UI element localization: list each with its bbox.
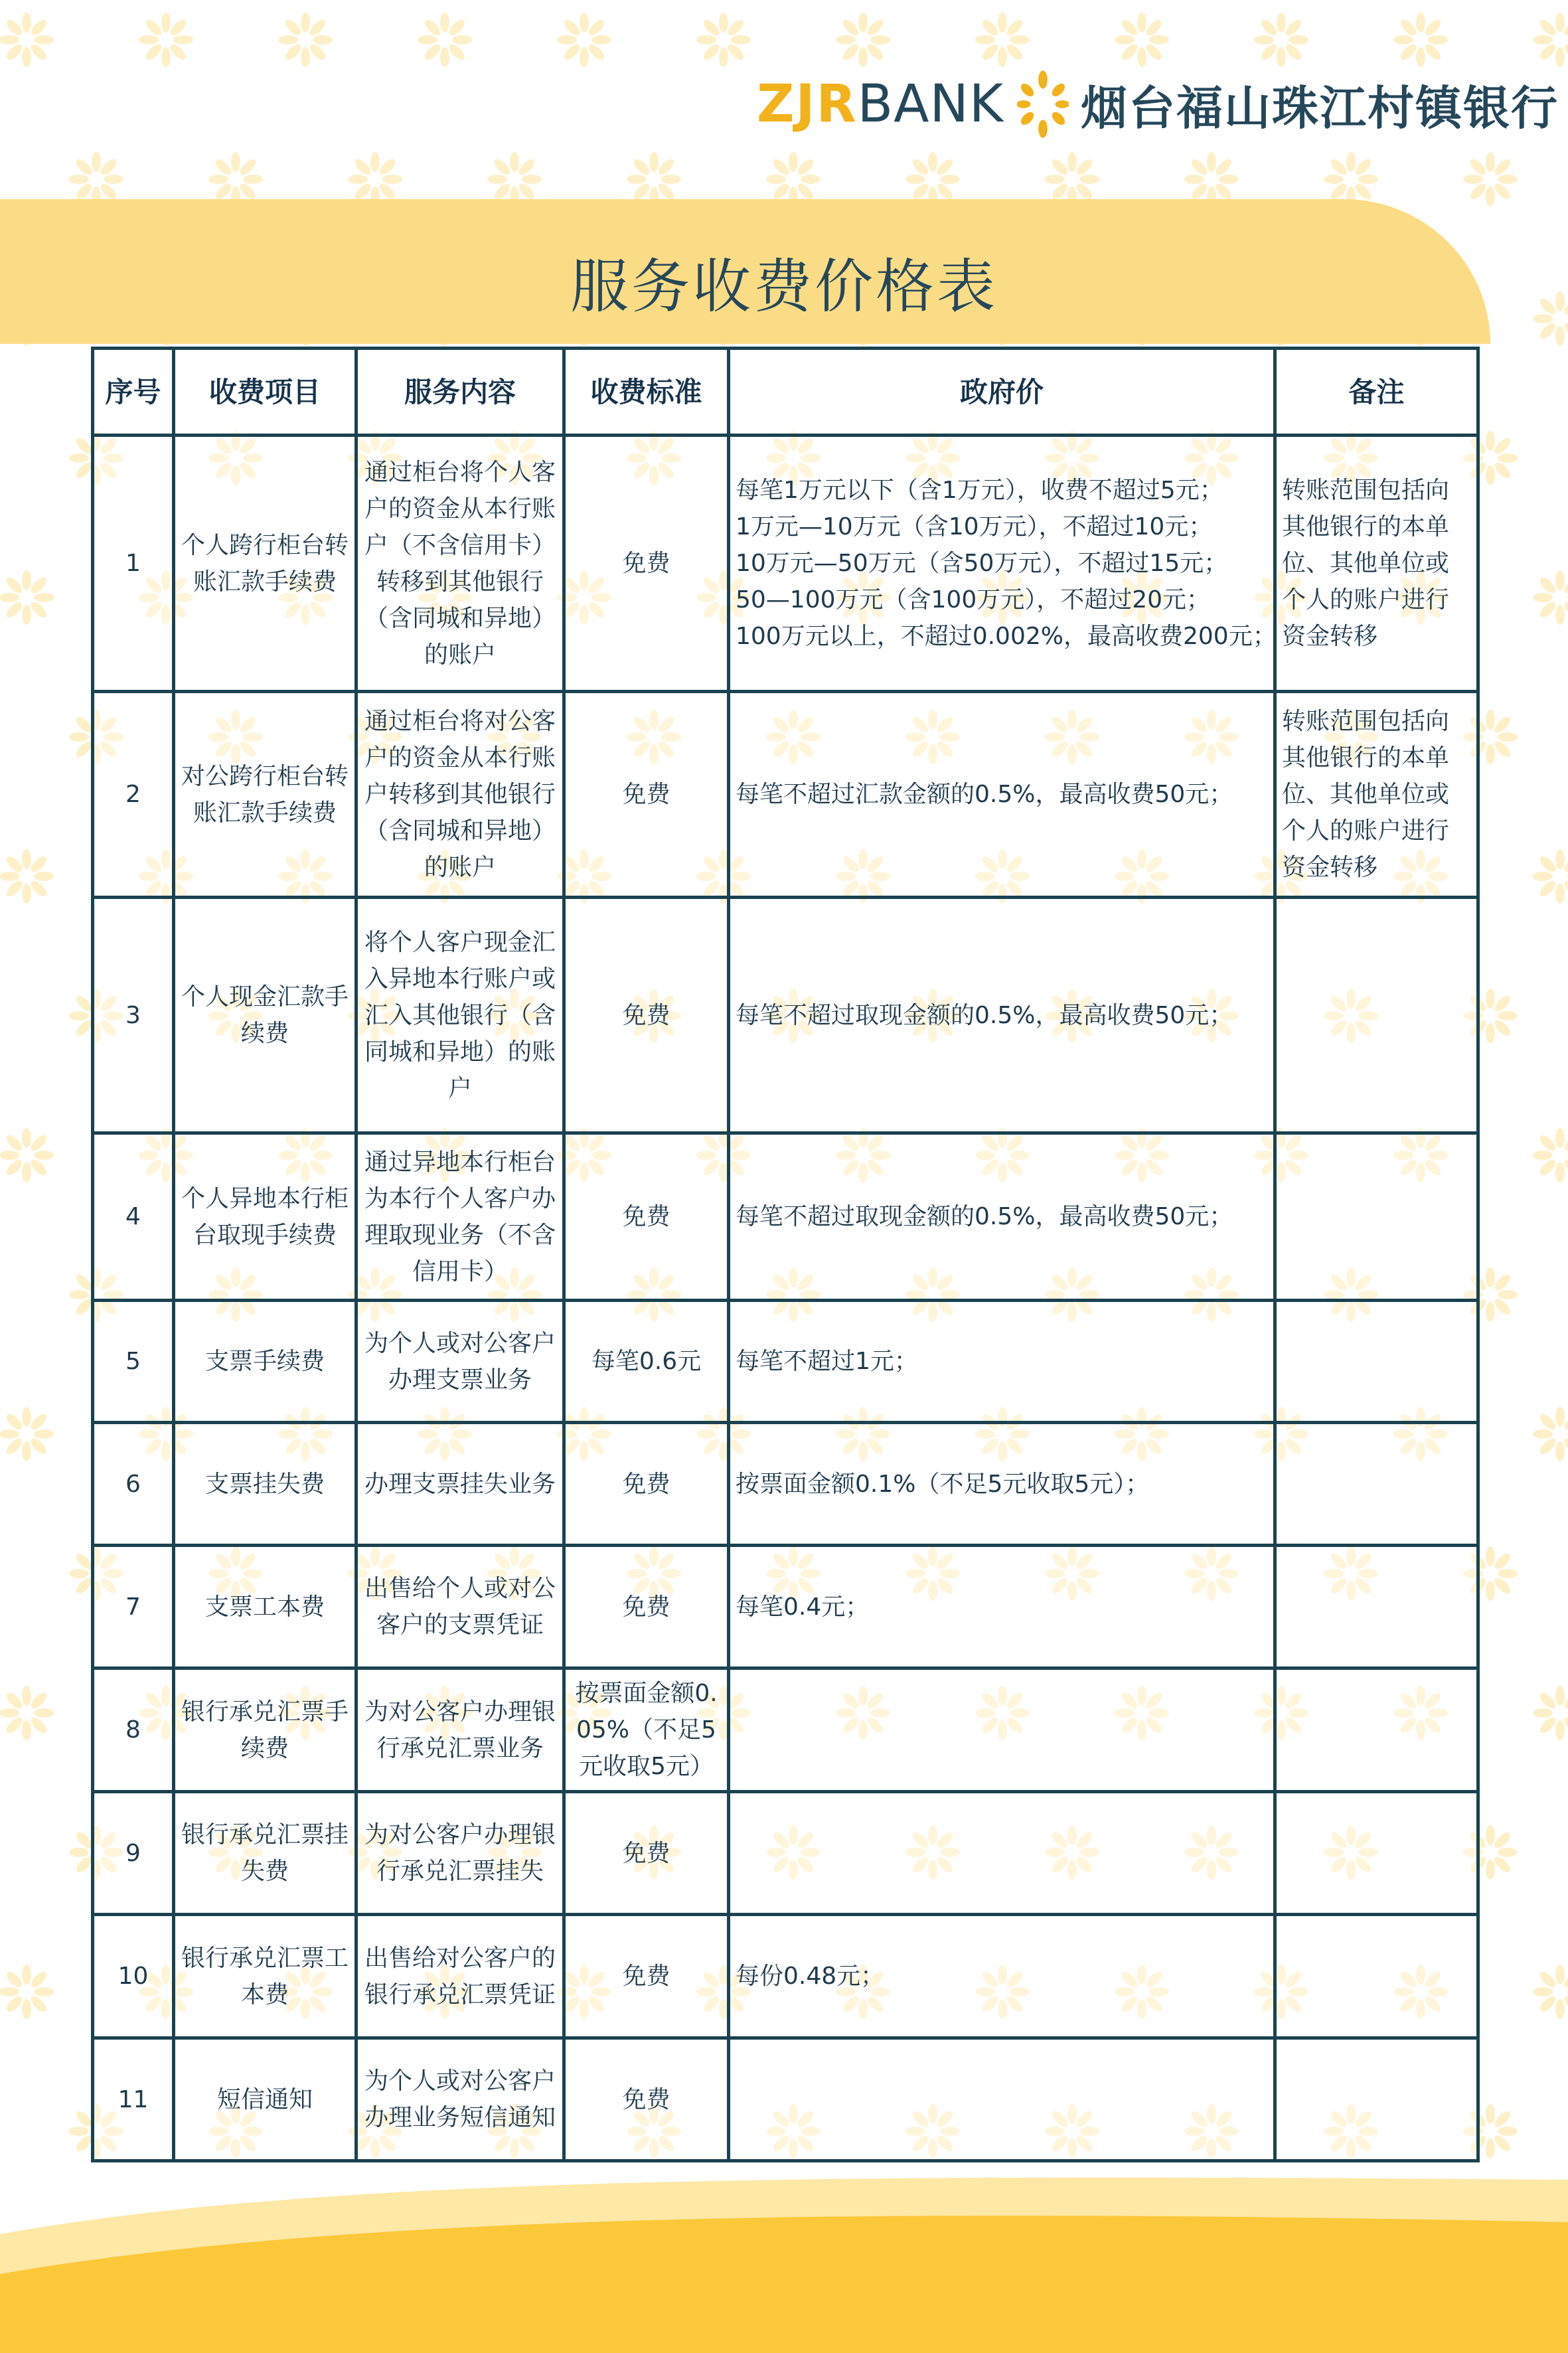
fee-table bbox=[91, 347, 1480, 2162]
gov-price-line: 每份0.48元； bbox=[736, 1963, 885, 1990]
row-no: 10 bbox=[93, 1915, 174, 2038]
gov-price-line: 按票面金额0.1%（不足5元收取5元）； bbox=[736, 1470, 1150, 1498]
row-standard: 按票面金额0.05%（不足5元收取5元） bbox=[564, 1668, 729, 1792]
row-content: 通过异地本行柜台为本行个人客户办理取现业务（不含信用卡） bbox=[356, 1133, 564, 1301]
row-content: 通过柜台将对公客户的资金从本行账户转移到其他银行（含同城和异地）的账户 bbox=[356, 692, 564, 898]
row-standard: 免费 bbox=[564, 692, 729, 898]
gov-price-line: 每笔不超过取现金额的0.5%，最高收费50元； bbox=[736, 1203, 1233, 1230]
row-no: 4 bbox=[93, 1133, 174, 1301]
row-no: 1 bbox=[93, 436, 174, 692]
table-row bbox=[93, 1792, 1478, 1915]
row-standard: 免费 bbox=[564, 436, 729, 692]
row-standard: 免费 bbox=[564, 1546, 729, 1668]
row-content: 将个人客户现金汇入异地本行账户或汇入其他银行（含同城和异地）的账户 bbox=[356, 898, 564, 1133]
row-item: 银行承兑汇票手续费 bbox=[174, 1668, 356, 1792]
row-standard: 免费 bbox=[564, 1915, 729, 2038]
table-row bbox=[93, 2038, 1478, 2161]
row-content: 出售给对公客户的银行承兑汇票凭证 bbox=[356, 1915, 564, 2038]
table-row bbox=[93, 436, 1478, 692]
row-gov-price bbox=[729, 692, 1275, 898]
row-item: 银行承兑汇票工本费 bbox=[174, 1915, 356, 2038]
row-item: 个人跨行柜台转账汇款手续费 bbox=[174, 436, 356, 692]
row-content: 为个人或对公客户办理支票业务 bbox=[356, 1301, 564, 1423]
table-row bbox=[93, 1915, 1478, 2038]
table-row bbox=[93, 1133, 1478, 1301]
gov-price-line: 10万元—50万元（含50万元），不超过15元； bbox=[736, 550, 1228, 577]
row-no: 7 bbox=[93, 1546, 174, 1668]
row-standard: 每笔0.6元 bbox=[564, 1301, 729, 1423]
header-note: 备注 bbox=[1275, 349, 1478, 436]
row-standard: 免费 bbox=[564, 898, 729, 1133]
row-content: 出售给个人或对公客户的支票凭证 bbox=[356, 1546, 564, 1668]
row-item: 银行承兑汇票挂失费 bbox=[174, 1792, 356, 1915]
row-item: 支票手续费 bbox=[174, 1301, 356, 1423]
row-gov-price bbox=[729, 2038, 1275, 2161]
header-standard: 收费标准 bbox=[564, 349, 729, 436]
row-item: 个人异地本行柜台取现手续费 bbox=[174, 1133, 356, 1301]
row-content: 为对公客户办理银行承兑汇票业务 bbox=[356, 1668, 564, 1792]
gov-price-line: 每笔0.4元； bbox=[736, 1593, 870, 1621]
row-item: 对公跨行柜台转账汇款手续费 bbox=[174, 692, 356, 898]
row-content: 通过柜台将个人客户的资金从本行账户（不含信用卡）转移到其他银行（含同城和异地）的账户 bbox=[356, 436, 564, 692]
row-note: 转账范围包括向其他银行的本单位、其他单位或个人的账户进行资金转移 bbox=[1275, 692, 1478, 898]
row-gov-price bbox=[729, 1792, 1275, 1915]
row-note bbox=[1275, 1668, 1478, 1792]
header-item: 收费项目 bbox=[174, 349, 356, 436]
row-note bbox=[1275, 1546, 1478, 1668]
row-standard: 免费 bbox=[564, 1423, 729, 1546]
table-row bbox=[93, 1301, 1478, 1423]
row-item: 短信通知 bbox=[174, 2038, 356, 2161]
row-note bbox=[1275, 1423, 1478, 1546]
row-content: 办理支票挂失业务 bbox=[356, 1423, 564, 1546]
row-no: 8 bbox=[93, 1668, 174, 1792]
table-row bbox=[93, 1423, 1478, 1546]
row-gov-price bbox=[729, 898, 1275, 1133]
gov-price-line: 50—100万元（含100万元），不超过20元； bbox=[736, 586, 1211, 613]
row-gov-price bbox=[729, 1301, 1275, 1423]
table-row bbox=[93, 1546, 1478, 1668]
row-gov-price bbox=[729, 1915, 1275, 2038]
row-standard: 免费 bbox=[564, 1792, 729, 1915]
table-row bbox=[93, 898, 1478, 1133]
logo-mark-text: ZJR bbox=[757, 74, 858, 134]
row-note: 转账范围包括向其他银行的本单位、其他单位或个人的账户进行资金转移 bbox=[1275, 436, 1478, 692]
row-standard: 免费 bbox=[564, 2038, 729, 2161]
row-item: 支票挂失费 bbox=[174, 1423, 356, 1546]
gov-price-line: 1万元—10万元（含10万元），不超过10元； bbox=[736, 513, 1213, 540]
header-content: 服务内容 bbox=[356, 349, 564, 436]
brand-logo bbox=[757, 61, 1559, 147]
row-gov-price bbox=[729, 1668, 1275, 1792]
row-gov-price bbox=[729, 1546, 1275, 1668]
row-gov-price bbox=[729, 436, 1275, 692]
row-item: 支票工本费 bbox=[174, 1546, 356, 1668]
row-gov-price bbox=[729, 1423, 1275, 1546]
row-standard: 免费 bbox=[564, 1133, 729, 1301]
table-header-row bbox=[93, 349, 1478, 436]
page-title: 服务收费价格表 bbox=[570, 252, 998, 321]
row-note bbox=[1275, 1301, 1478, 1423]
row-no: 11 bbox=[93, 2038, 174, 2161]
row-note bbox=[1275, 898, 1478, 1133]
header-gov-price: 政府价 bbox=[729, 349, 1275, 436]
bank-name: 烟台福山珠江村镇银行 bbox=[1081, 80, 1559, 135]
gov-price-line: 每笔不超过汇款金额的0.5%，最高收费50元； bbox=[736, 781, 1233, 808]
row-no: 5 bbox=[93, 1301, 174, 1423]
gov-price-line: 100万元以上，不超过0.002%，最高收费200元； bbox=[736, 623, 1277, 650]
row-no: 2 bbox=[93, 692, 174, 898]
row-no: 3 bbox=[93, 898, 174, 1133]
gov-price-line: 每笔不超过1元； bbox=[736, 1348, 918, 1375]
logo-bank-text: BANK bbox=[857, 74, 1004, 134]
row-item: 个人现金汇款手续费 bbox=[174, 898, 356, 1133]
row-no: 6 bbox=[93, 1423, 174, 1546]
row-no: 9 bbox=[93, 1792, 174, 1915]
row-content: 为对公客户办理银行承兑汇票挂失 bbox=[356, 1792, 564, 1915]
gov-price-line: 每笔不超过取现金额的0.5%，最高收费50元； bbox=[736, 1001, 1233, 1029]
pinwheel-logo-icon bbox=[1017, 68, 1069, 141]
row-note bbox=[1275, 1792, 1478, 1915]
table-row bbox=[93, 692, 1478, 898]
header-no: 序号 bbox=[93, 349, 174, 436]
row-note bbox=[1275, 1915, 1478, 2038]
row-note bbox=[1275, 1133, 1478, 1301]
row-note bbox=[1275, 2038, 1478, 2161]
table-row bbox=[93, 1668, 1478, 1792]
bottom-wave-decoration bbox=[0, 2161, 1568, 2353]
row-content: 为个人或对公客户办理业务短信通知 bbox=[356, 2038, 564, 2161]
gov-price-line: 每笔1万元以下（含1万元），收费不超过5元； bbox=[736, 477, 1223, 504]
row-gov-price bbox=[729, 1133, 1275, 1301]
